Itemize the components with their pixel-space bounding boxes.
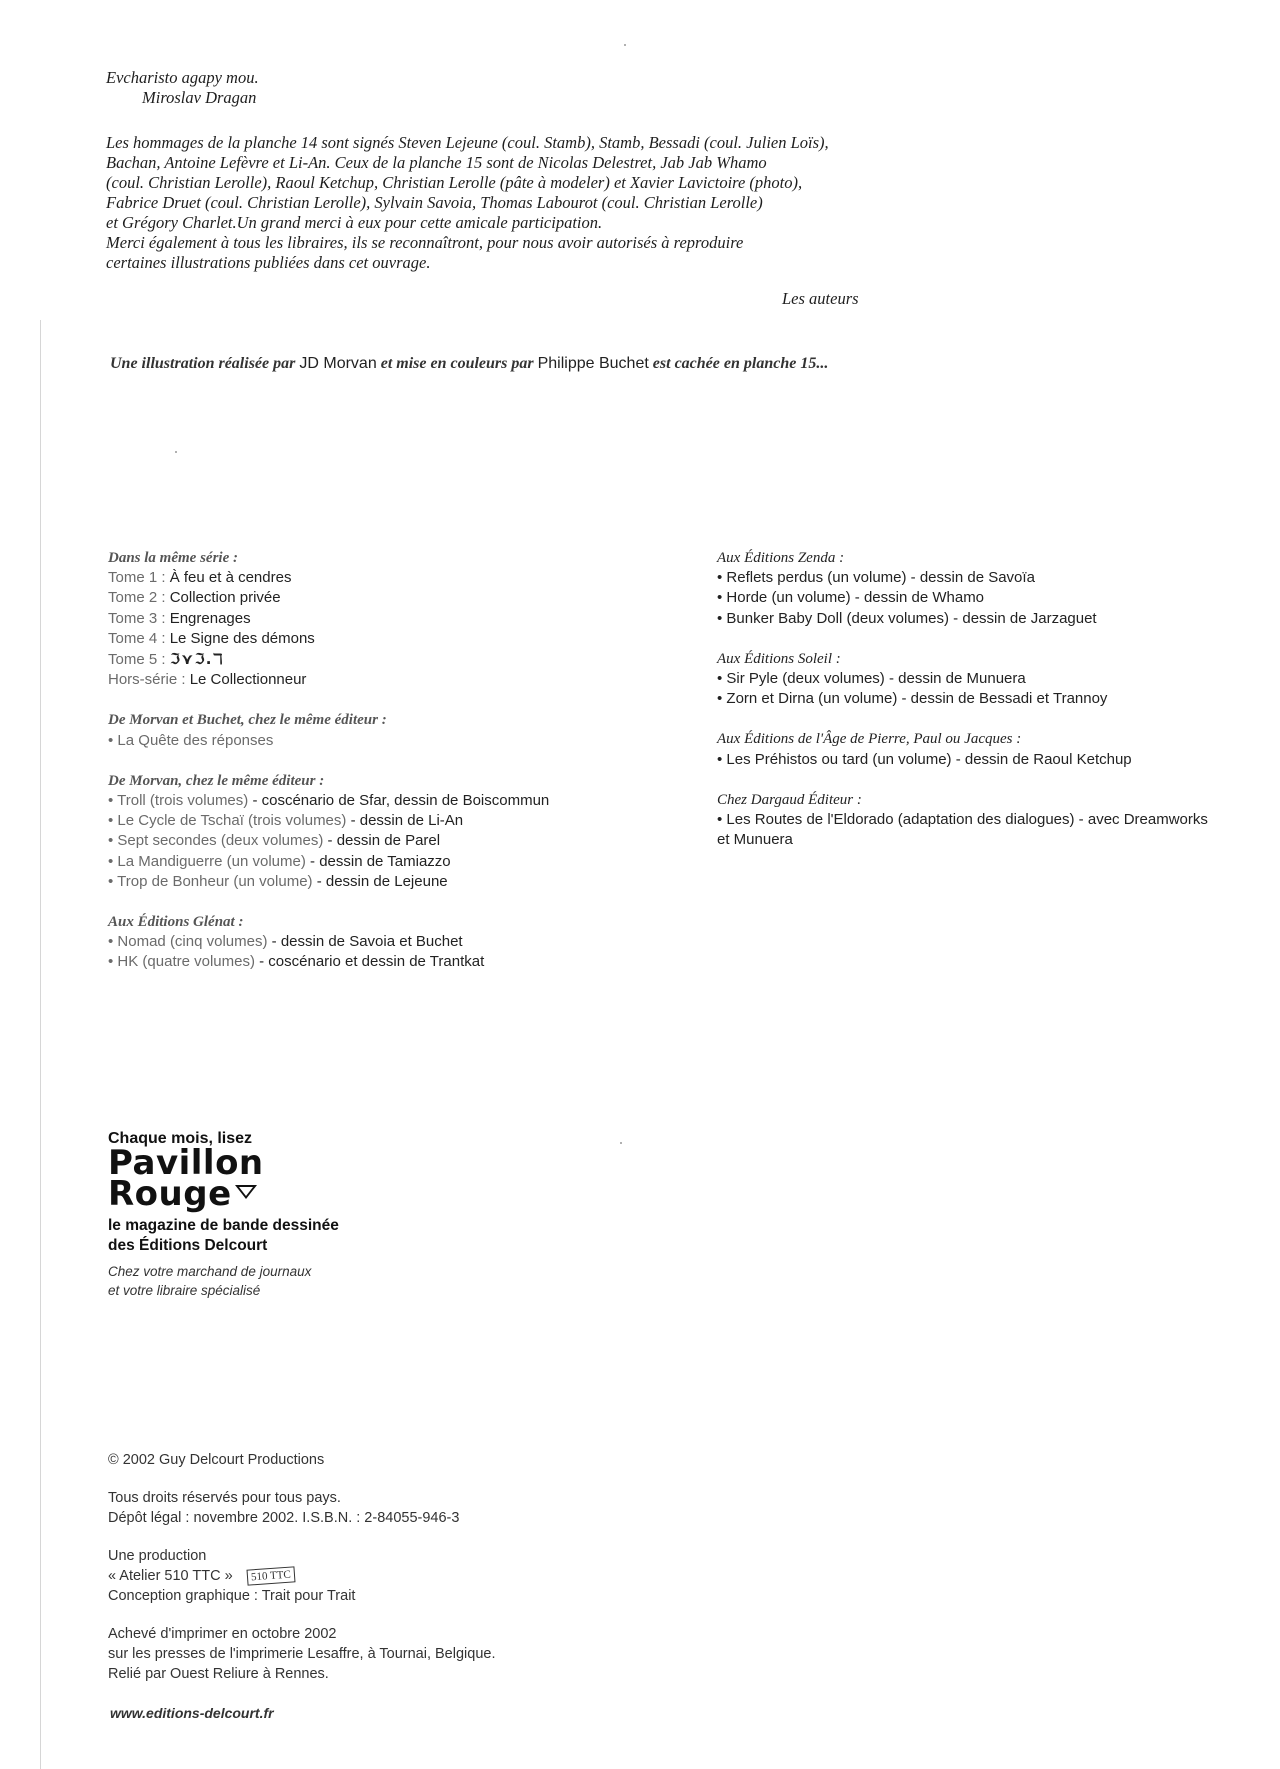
soleil-group (717, 649, 1257, 710)
book-detail: - dessin de Parel (323, 832, 441, 850)
book-item: • Sir Pyle (deux volumes) - dessin de Munuera (717, 670, 1026, 688)
morvan-group (108, 771, 668, 892)
copyright-line: © 2002 Guy Delcourt Productions (108, 1452, 325, 1468)
book-detail: - dessin de Lejeune (312, 872, 448, 890)
tome-title-glyph: ℑ⋎ℑ.ℸ (169, 650, 224, 669)
dargaud-group (717, 790, 1257, 851)
book-item (108, 811, 668, 831)
tome-title: Collection privée (169, 589, 281, 607)
book-item (108, 952, 668, 972)
book-item: • Les Routes de l'Eldorado (adaptation des dialogues) - avec Dreamworks (717, 811, 1208, 829)
hommages-line: (coul. Christian Lerolle), Raoul Ketchup, Christian Lerolle (pâte à modeler) et Xavier Lavictoire (photo), (106, 173, 803, 192)
zenda-heading: Aux Éditions Zenda : (717, 550, 845, 566)
zenda-group (717, 548, 1257, 629)
magazine-logo (108, 1143, 339, 1214)
hidden-illus-artist: JD Morvan (299, 355, 377, 372)
tome-title: Le Collectionneur (189, 671, 307, 689)
ad-intro: Chaque mois, lisez (108, 1130, 253, 1147)
colophon (108, 1450, 495, 1702)
printing-group (108, 1624, 495, 1684)
book-item (108, 831, 668, 851)
morvan-heading: De Morvan, chez le même éditeur : (108, 772, 325, 789)
production-intro: Une production (108, 1548, 207, 1564)
logo-line-2 (108, 1174, 339, 1214)
book-item-continued: et Munuera (717, 831, 793, 849)
tome-label: Hors-série : (108, 671, 186, 689)
hidden-illus-colorist: Philippe Buchet (537, 355, 649, 372)
book-item: • Horde (un volume) - dessin de Whamo (717, 589, 985, 607)
thanks-signature: Miroslav Dragan (142, 88, 257, 107)
book-detail: - coscénario de Sfar, dessin de Boiscommun (248, 792, 550, 810)
logo-line: Pavillon (108, 1143, 264, 1183)
book-item (108, 852, 668, 872)
website-link[interactable]: www.editions-delcourt.fr (110, 1705, 274, 1721)
tagline-line: le magazine de bande dessinée (108, 1217, 339, 1234)
tome-item (108, 670, 668, 690)
ad-availability (108, 1262, 339, 1300)
book-item: • Les Préhistos ou tard (un volume) - dessin de Raoul Ketchup (717, 750, 1132, 768)
series-group (108, 548, 668, 690)
availability-line: et votre libraire spécialisé (108, 1283, 261, 1298)
hommages-line: Fabrice Druet (coul. Christian Lerolle), Sylvain Savoia, Thomas Labourot (coul. Christian Lerolle) (106, 193, 763, 212)
tome-title: À feu et à cendres (169, 569, 292, 587)
availability-line: Chez votre marchand de journaux (108, 1264, 312, 1279)
glenat-heading: Aux Éditions Glénat : (108, 914, 244, 931)
scan-speck (620, 1142, 622, 1144)
magazine-ad (108, 1130, 339, 1300)
hommages-line: Merci également à tous les libraires, ils se reconnaîtront, pour nous avoir autorisés à reproduire (106, 233, 744, 252)
scan-speck (175, 451, 177, 453)
book-item: • Zorn et Dirna (un volume) - dessin de Bessadi et Trannoy (717, 690, 1108, 708)
tome-label: Tome 4 : (108, 629, 166, 647)
thanks-block (106, 68, 259, 108)
studio-line (108, 1566, 495, 1586)
book-title: • Le Cycle de Tschaï (trois volumes) (108, 812, 347, 830)
book-item (108, 791, 668, 811)
book-title: • Trop de Bonheur (un volume) (108, 872, 313, 890)
tome-item (108, 629, 668, 649)
studio-name: « Atelier 510 TTC » (108, 1568, 233, 1584)
hidden-illus-text: Une illustration réalisée par (110, 355, 300, 372)
age-de-pierre-heading: Aux Éditions de l'Âge de Pierre, Paul ou Jacques : (717, 731, 1022, 748)
triangle-flag-icon (235, 1185, 257, 1199)
morvan-buchet-group (108, 710, 668, 750)
bibliography-left (108, 548, 668, 993)
book-item (108, 872, 668, 892)
glenat-group (108, 912, 668, 973)
book-title: • La Mandiguerre (un volume) (108, 852, 306, 870)
copyright-group (108, 1450, 495, 1470)
tome-label: Tome 3 : (108, 609, 166, 627)
book-title: • Troll (trois volumes) (108, 792, 249, 810)
book-title: • Nomad (cinq volumes) (108, 933, 268, 951)
hidden-illus-text: et mise en couleurs par (376, 355, 538, 372)
authors-signature: Les auteurs (782, 289, 859, 308)
tome-label: Tome 5 : (108, 651, 166, 669)
hidden-illustration-note (110, 355, 828, 373)
print-line: Achevé d'imprimer en octobre 2002 (108, 1626, 337, 1642)
legal-deposit-line: Dépôt légal : novembre 2002. I.S.B.N. : 2-84055-946-3 (108, 1510, 460, 1526)
hommages-line: Les hommages de la planche 14 sont signés Steven Lejeune (coul. Stamb), Stamb, Bessadi (coul. Julien Loïs), (106, 133, 829, 152)
page-edge-line (40, 320, 41, 1769)
legal-group (108, 1488, 495, 1528)
hommages-line: Bachan, Antoine Lefèvre et Li-An. Ceux de la planche 15 sont de Nicolas Delestret, Jab Jab Whamo (106, 153, 767, 172)
tome-item (108, 568, 668, 588)
soleil-heading: Aux Éditions Soleil : (717, 650, 841, 667)
book-item: • Reflets perdus (un volume) - dessin de Savoïa (717, 569, 1035, 587)
bibliography-right (717, 548, 1257, 870)
tome-item (108, 649, 668, 670)
age-de-pierre-group (717, 729, 1257, 769)
series-heading: Dans la même série : (108, 550, 238, 566)
studio-stamp: 510 TTC (246, 1567, 295, 1586)
design-line: Conception graphique : Trait pour Trait (108, 1588, 356, 1604)
tome-label: Tome 1 : (108, 569, 166, 587)
book-title: • HK (quatre volumes) (108, 953, 255, 971)
book-title: • Sept secondes (deux volumes) (108, 832, 324, 850)
thanks-line: Evcharisto agapy mou. (106, 68, 259, 87)
book-detail: - dessin de Tamiazzo (305, 852, 451, 870)
tome-item (108, 588, 668, 608)
tome-label: Tome 2 : (108, 589, 166, 607)
scan-speck (624, 44, 626, 46)
logo-word: Rouge (108, 1174, 232, 1214)
book-detail: - coscénario et dessin de Trantkat (254, 953, 485, 971)
book-item (108, 932, 668, 952)
hommages-line: certaines illustrations publiées dans cet ouvrage. (106, 253, 431, 272)
hommages-paragraph (106, 133, 906, 273)
ad-tagline (108, 1216, 339, 1256)
book-item: • Bunker Baby Doll (deux volumes) - dessin de Jarzaguet (717, 609, 1097, 627)
tome-title: Engrenages (169, 609, 251, 627)
tagline-line: des Éditions Delcourt (108, 1237, 268, 1254)
dargaud-heading: Chez Dargaud Éditeur : (717, 791, 862, 808)
hommages-line: et Grégory Charlet.Un grand merci à eux pour cette amicale participation. (106, 213, 603, 232)
binding-line: Relié par Ouest Reliure à Rennes. (108, 1666, 329, 1682)
tome-title: Le Signe des démons (169, 629, 315, 647)
production-group (108, 1546, 495, 1606)
print-line: sur les presses de l'imprimerie Lesaffre, à Tournai, Belgique. (108, 1646, 496, 1662)
book-detail: - dessin de Li-An (346, 812, 464, 830)
book-title: • La Quête des réponses (108, 731, 274, 749)
tome-item (108, 609, 668, 629)
book-item (108, 731, 668, 751)
rights-line: Tous droits réservés pour tous pays. (108, 1490, 341, 1506)
hidden-illus-text: est cachée en planche 15... (648, 355, 829, 372)
book-detail: - dessin de Savoia et Buchet (267, 933, 463, 951)
morvan-buchet-heading: De Morvan et Buchet, chez le même éditeur : (108, 712, 387, 729)
